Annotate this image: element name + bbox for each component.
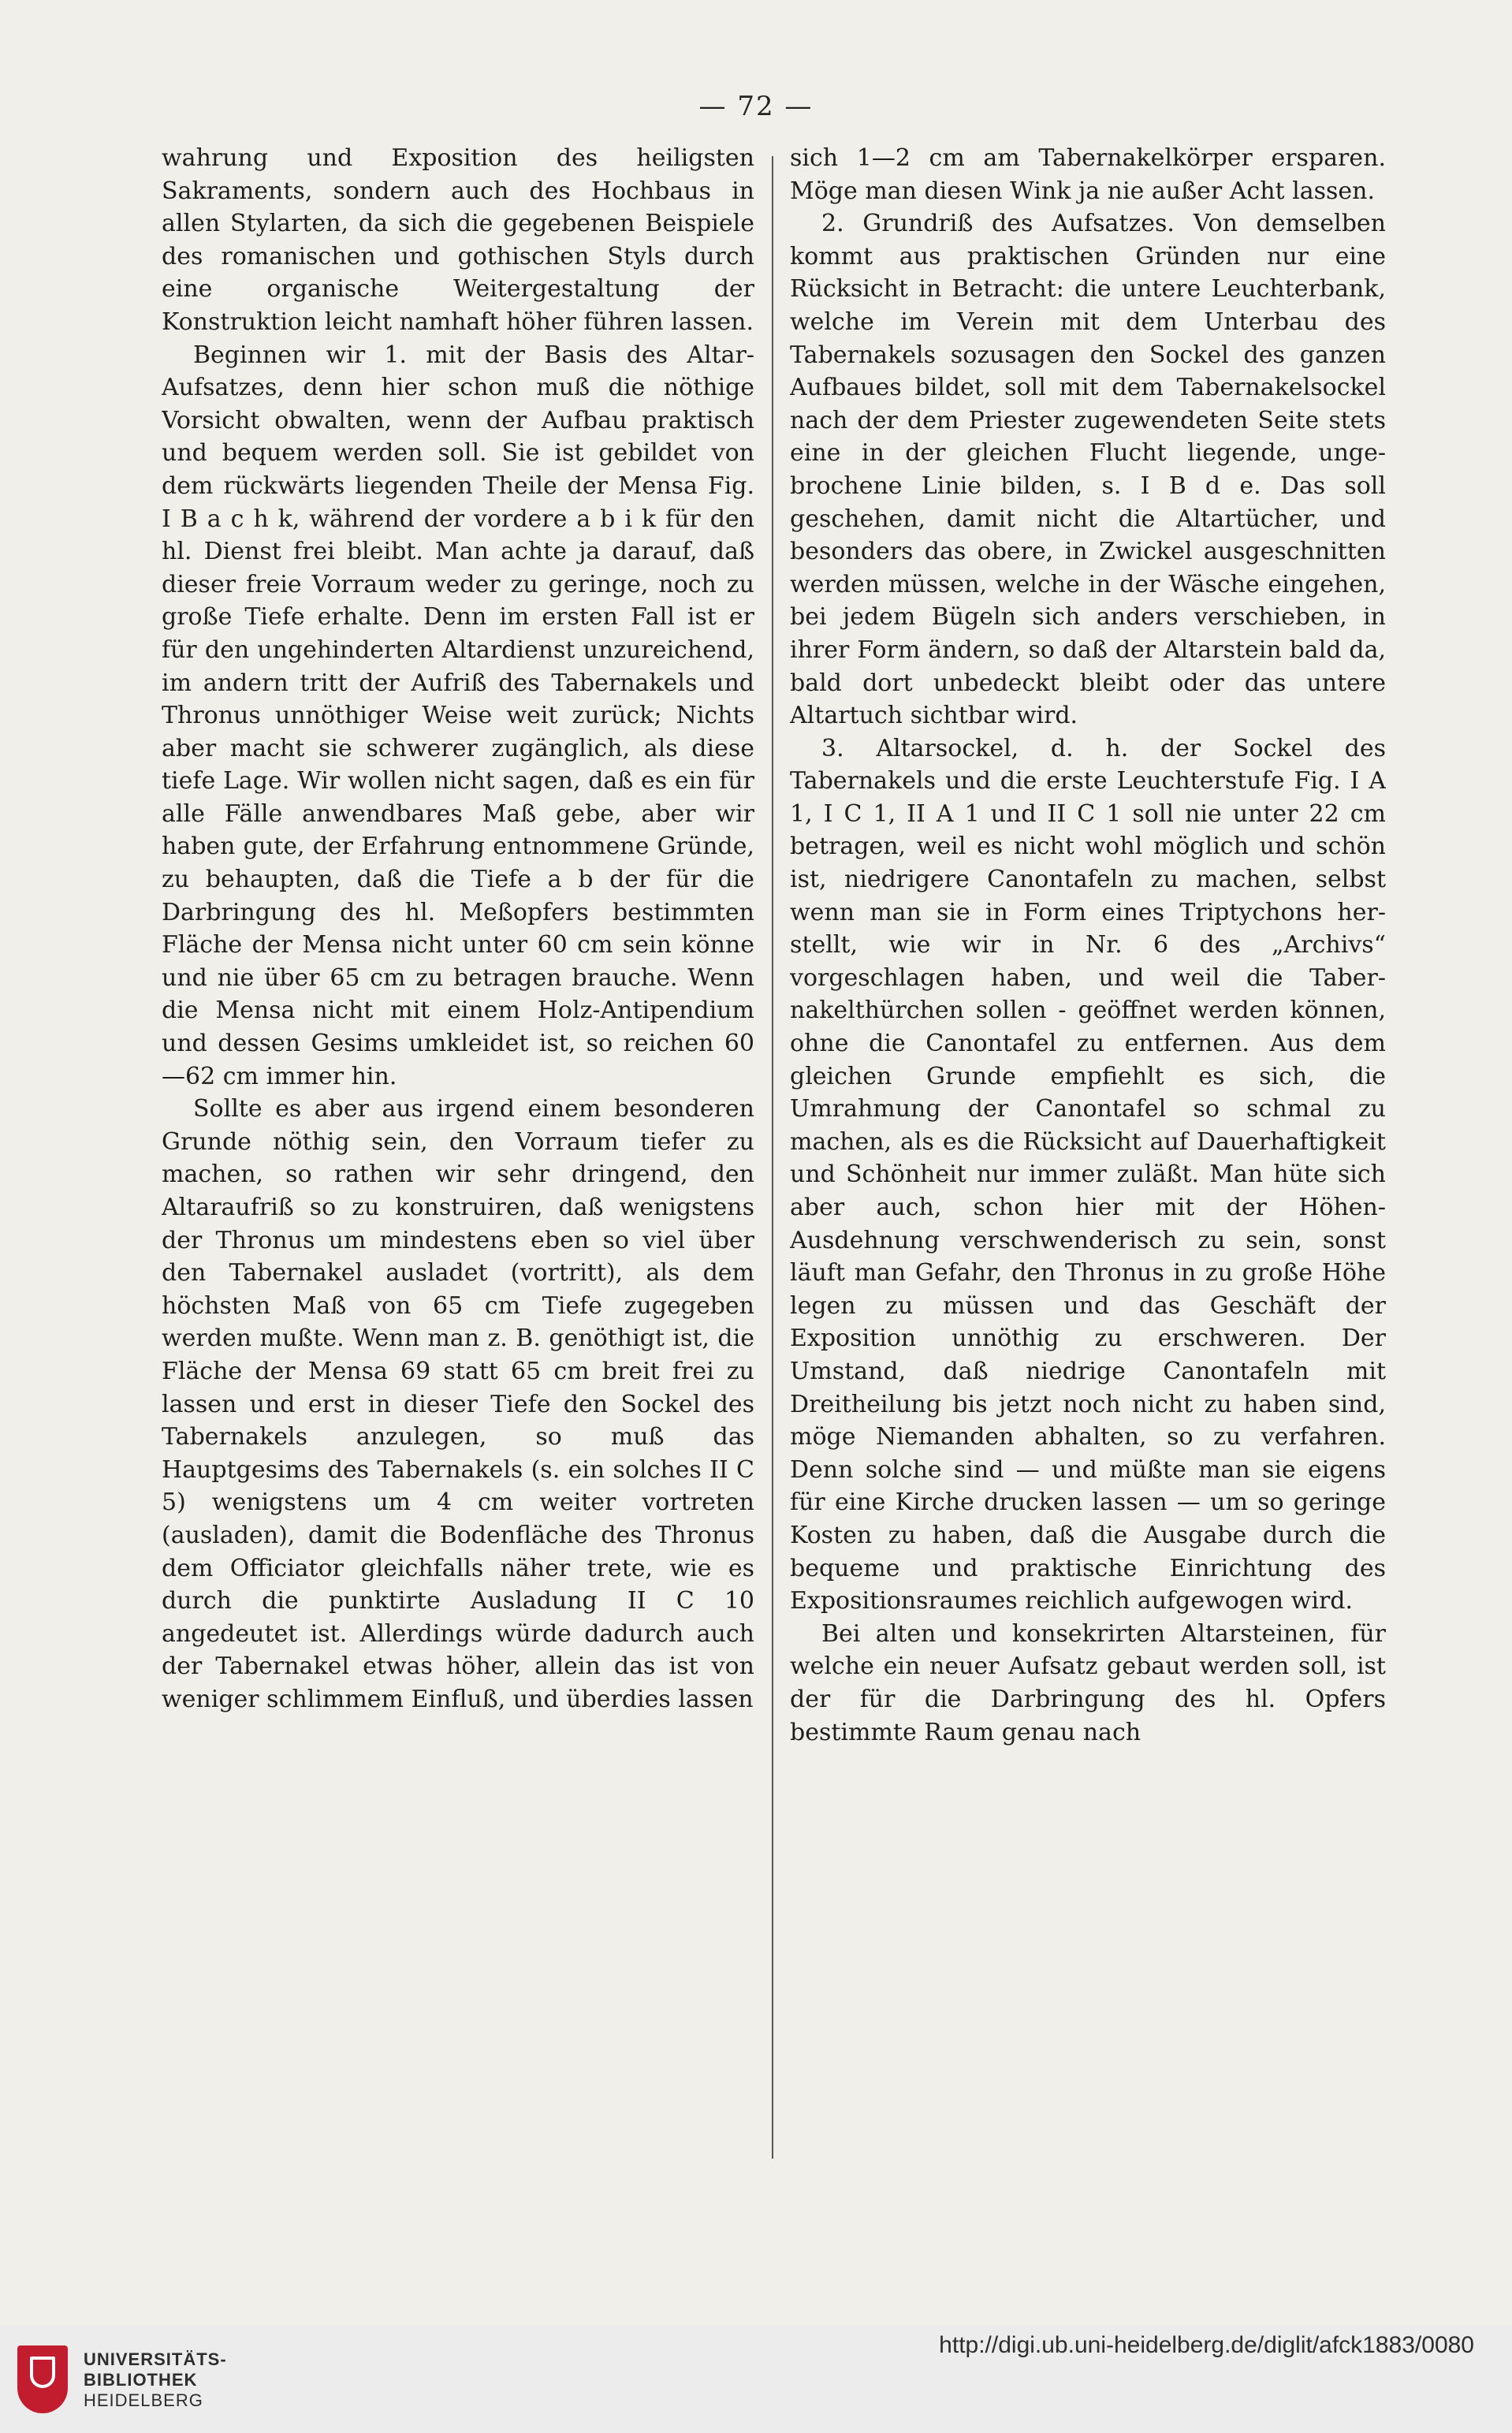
library-name-line: UNIVERSITÄTS-: [84, 2349, 227, 2369]
library-logo-icon: [17, 2345, 68, 2413]
column-divider: [772, 156, 773, 2159]
source-url-link[interactable]: http://digi.ub.uni-heidelberg.de/diglit/afck1883/0080: [939, 2332, 1474, 2358]
paragraph: 3. Altarsockel, d. h. der Sockel des Tabernakels und die erste Leuchterstufe Fig. I A 1, I C 1, II A 1 und II C 1 soll nie unter 22 cm betragen, weil es nicht wohl möglich und schön ist, niedrigere Canontafeln zu machen, selbst wenn man sie in Form eines Triptychons herstellt, wie wir in Nr. 6 des „Archivs“ vorgeschlagen haben, und weil die Tabernakelthürchen sollen - geöffnet werden können, ohne die Canontafel zu entfernen. Aus dem gleichen Grunde empfiehlt es sich, die Umrahmung der Canontafel so schmal zu machen, als es die Rücksicht auf Dauerhaftigkeit und Schönheit nur immer zuläßt. Man hüte sich aber auch, schon hier mit der Höhen-Ausdehnung verschwenderisch zu sein, sonst läuft man Gefahr, den Thronus in zu große Höhe legen zu müssen und das Geschäft der Exposition unnöthig zu erschweren. Der Umstand, daß niedrige Canontafeln mit Dreitheilung bis jetzt noch nicht zu haben sind, möge Niemanden abhalten, so zu verfahren. Denn solche sind — und müßte man sie eigens für eine Kirche drucken lassen — um so geringe Kosten zu haben, daß die Ausgabe durch die bequeme und praktische Einrichtung des Expositionsraumes reichlich aufgewogen wird.: [790, 734, 1386, 1615]
library-name: [84, 2349, 273, 2411]
library-name-line: BIBLIOTHEK: [84, 2370, 198, 2390]
paragraph: Beginnen wir 1. mit der Basis des Altar-Aufsatzes, denn hier schon muß die nöthige Vorsicht obwalten, wenn der Aufbau praktisch und bequem werden soll. Sie ist gebildet von dem rückwärts liegenden Theile der Mensa Fig. I B a c h k, während der vordere a b i k für den hl. Dienst frei bleibt. Man achte ja darauf, daß dieser freie Vorraum weder zu geringe, noch zu große Tiefe erhalte. Denn im ersten Fall ist er für den ungehinderten Altardienst unzureichend, im andern tritt der Aufriß des Tabernakels und Thronus unnöthiger Weise weit zurück; Nichts aber macht sie schwerer zugänglich, als diese tiefe Lage. Wir wollen nicht sagen, daß es ein für alle Fälle anwendbares Maß gebe, aber wir haben gute, der Erfahrung entnommene Gründe, zu behaupten, daß die Tiefe a b der für die Darbringung des hl. Meßopfers bestimmten Fläche der Mensa nicht unter 60 cm sein könne und nie über 65 cm zu betragen brauche. Wenn die Mensa nicht mit einem Holz-Antipendium und dessen Gesims umkleidet ist, so reichen 60—62 cm immer hin.: [162, 341, 754, 1090]
left-column: [162, 142, 754, 2160]
library-name-line: HEIDELBERG: [84, 2390, 203, 2410]
paragraph: wahrung und Exposition des heiligsten Sakraments, sondern auch des Hochbaus in allen Stylarten, da sich die gegebenen Beispiele des romanischen und gothischen Styls durch eine organische Weitergestaltung der Konstruktion leicht namhaft höher führen lassen.: [162, 144, 754, 336]
paragraph: 2. Grundriß des Aufsatzes. Von demselben kommt aus praktischen Gründen nur eine Rücksicht in Betracht: die untere Leuchterbank, welche im Verein mit dem Unterbau des Tabernakels sozusagen den Sockel des ganzen Aufbaues bildet, soll mit dem Tabernakelsockel nach der dem Priester zugewendeten Seite stets eine in der gleichen Flucht liegende, ungebrochene Linie bilden, s. I B d e. Das soll geschehen, damit nicht die Altartücher, und besonders das obere, in Zwickel ausgeschnitten werden müssen, welche in der Wäsche eingehen, bei jedem Bügeln sich anders verschieben, in ihrer Form ändern, so daß der Altarstein bald da, bald dort unbedeckt bleibt oder das untere Altartuch sichtbar wird.: [790, 210, 1386, 730]
paragraph: Sollte es aber aus irgend einem besonderen Grunde nöthig sein, den Vorraum tiefer zu machen, so rathen wir sehr dringend, den Altaraufriß so zu konstruiren, daß wenigstens der Thronus um mindestens eben so viel über den Tabernakel ausladet (vortritt), als dem höchsten Maß von 65 cm Tiefe zugegeben werden mußte. Wenn man z. B. genöthigt ist, die Fläche der Mensa 69 statt 65 cm breit frei zu lassen und erst in dieser Tiefe den Sockel des Tabernakels anzulegen, so muß das Hauptgesims des Tabernakels (s. ein solches II C 5) wenigstens um 4 cm weiter vortreten (ausladen), damit die Bodenfläche des Thronus dem Officiator gleichfalls näher trete, wie es durch die punktirte Ausladung II C 10 angedeutet ist. Allerdings würde dadurch auch der Tabernakel etwas höher, allein das ist von weniger schlimmem Einfluß, und überdies lassen: [162, 1095, 754, 1713]
paragraph: Bei alten und konsekrirten Altarsteinen, für welche ein neuer Aufsatz gebaut werden soll, ist der für die Darbringung des hl. Opfers bestimmte Raum genau nach: [790, 1619, 1386, 1746]
shield-icon: [30, 2357, 55, 2388]
right-column: [790, 142, 1386, 2160]
page-number: — 72 —: [698, 91, 814, 122]
paragraph: sich 1—2 cm am Tabernakelkörper ersparen. Möge man diesen Wink ja nie außer Acht lassen.: [790, 144, 1386, 205]
